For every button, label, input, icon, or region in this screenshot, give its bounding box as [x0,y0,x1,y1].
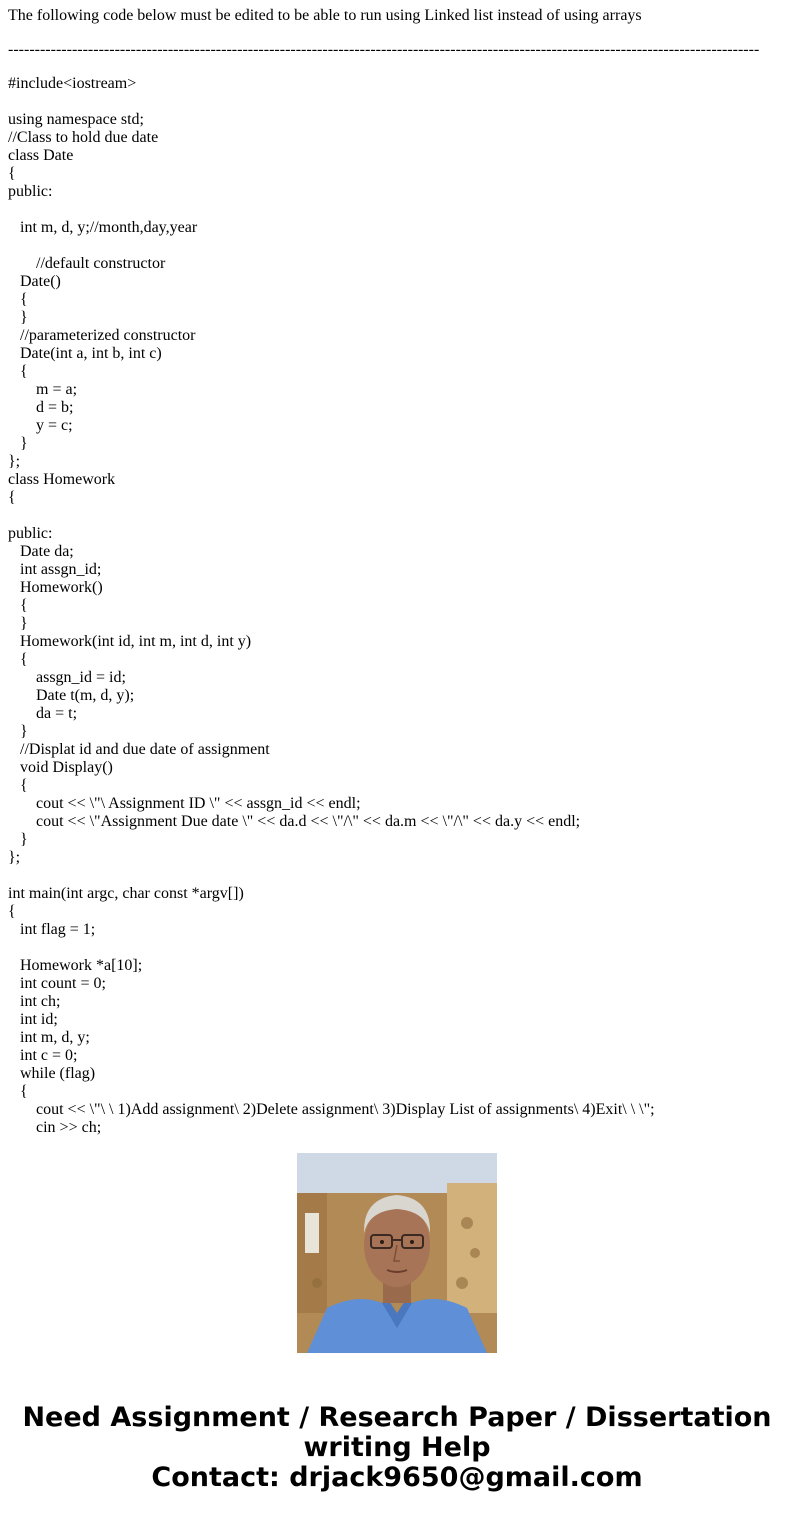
code-line: int m, d, y; [8,1029,90,1046]
code-line: Date() [8,273,61,290]
code-line: //Class to hold due date [8,129,159,146]
code-line: public: [8,525,53,542]
code-line: class Date [8,147,74,164]
promo-line-1: Need Assignment / Research Paper / Dissertation [22,1402,772,1433]
code-line: int count = 0; [8,975,106,992]
code-line: da = t; [8,705,78,722]
intro-text: The following code below must be edited to be able to run using Linked list instead of using arrays [8,7,642,24]
code-line: cin >> ch; [8,1119,102,1136]
code-line: } [8,615,28,632]
code-line: } [8,309,28,326]
code-line: { [8,1083,28,1100]
code-line: { [8,291,28,308]
code-line: Homework(int id, int m, int d, int y) [8,633,252,650]
code-line: Date da; [8,543,74,560]
code-line [8,507,788,525]
code-line: assgn_id = id; [8,669,126,686]
code-line: //parameterized constructor [8,327,196,344]
code-line: { [8,903,16,920]
code-block [8,75,788,1137]
separator-line: --------------------------------------------------------------------------------------------------------------------------------------------- [8,41,760,58]
code-line: { [8,363,28,380]
code-line: int c = 0; [8,1047,78,1064]
code-line: { [8,165,16,182]
document-body [8,7,788,1136]
code-line: Date(int a, int b, int c) [8,345,162,362]
code-line: using namespace std; [8,111,144,128]
code-line: }; [8,849,21,866]
code-line: } [8,831,28,848]
code-line [8,201,788,219]
code-line: int m, d, y;//month,day,year [8,219,198,236]
code-line [8,93,788,111]
code-line: } [8,723,28,740]
code-line: cout << \"Assignment Due date \" << da.d << \"/\" << da.m << \"/\" << da.y << endl; [8,813,581,830]
code-line: int flag = 1; [8,921,96,938]
code-line [8,867,788,885]
code-line: m = a; [8,381,78,398]
avatar [297,1153,497,1353]
code-line [8,939,788,957]
code-line: cout << \"\ Assignment ID \" << assgn_id << endl; [8,795,361,812]
promo-line-3: Contact: drjack9650@gmail.com [151,1462,643,1493]
code-line: d = b; [8,399,74,416]
code-line: void Display() [8,759,113,776]
promo-line-2: writing Help [303,1432,491,1463]
code-line: #include<iostream> [8,75,137,92]
code-line: { [8,597,28,614]
code-line: { [8,777,28,794]
code-line: } [8,435,28,452]
code-line: y = c; [8,417,73,434]
code-line: Homework *a[10]; [8,957,143,974]
code-line: { [8,489,16,506]
code-line: int main(int argc, char const *argv[]) [8,885,244,902]
code-line: int assgn_id; [8,561,102,578]
promo-banner [0,1403,794,1493]
code-line: cout << \"\ \ 1)Add assignment\ 2)Delete assignment\ 3)Display List of assignments\ 4)Exit\ \ \"; [8,1101,655,1118]
code-line: //default constructor [8,255,166,272]
code-line: { [8,651,28,668]
code-line: }; [8,453,21,470]
avatar-photo [297,1153,497,1353]
code-line: while (flag) [8,1065,96,1082]
code-line: int ch; [8,993,61,1010]
code-line: Homework() [8,579,103,596]
code-line: public: [8,183,53,200]
code-line [8,237,788,255]
code-line: int id; [8,1011,58,1028]
code-line: class Homework [8,471,116,488]
code-line: Date t(m, d, y); [8,687,135,704]
code-line: //Displat id and due date of assignment [8,741,270,758]
